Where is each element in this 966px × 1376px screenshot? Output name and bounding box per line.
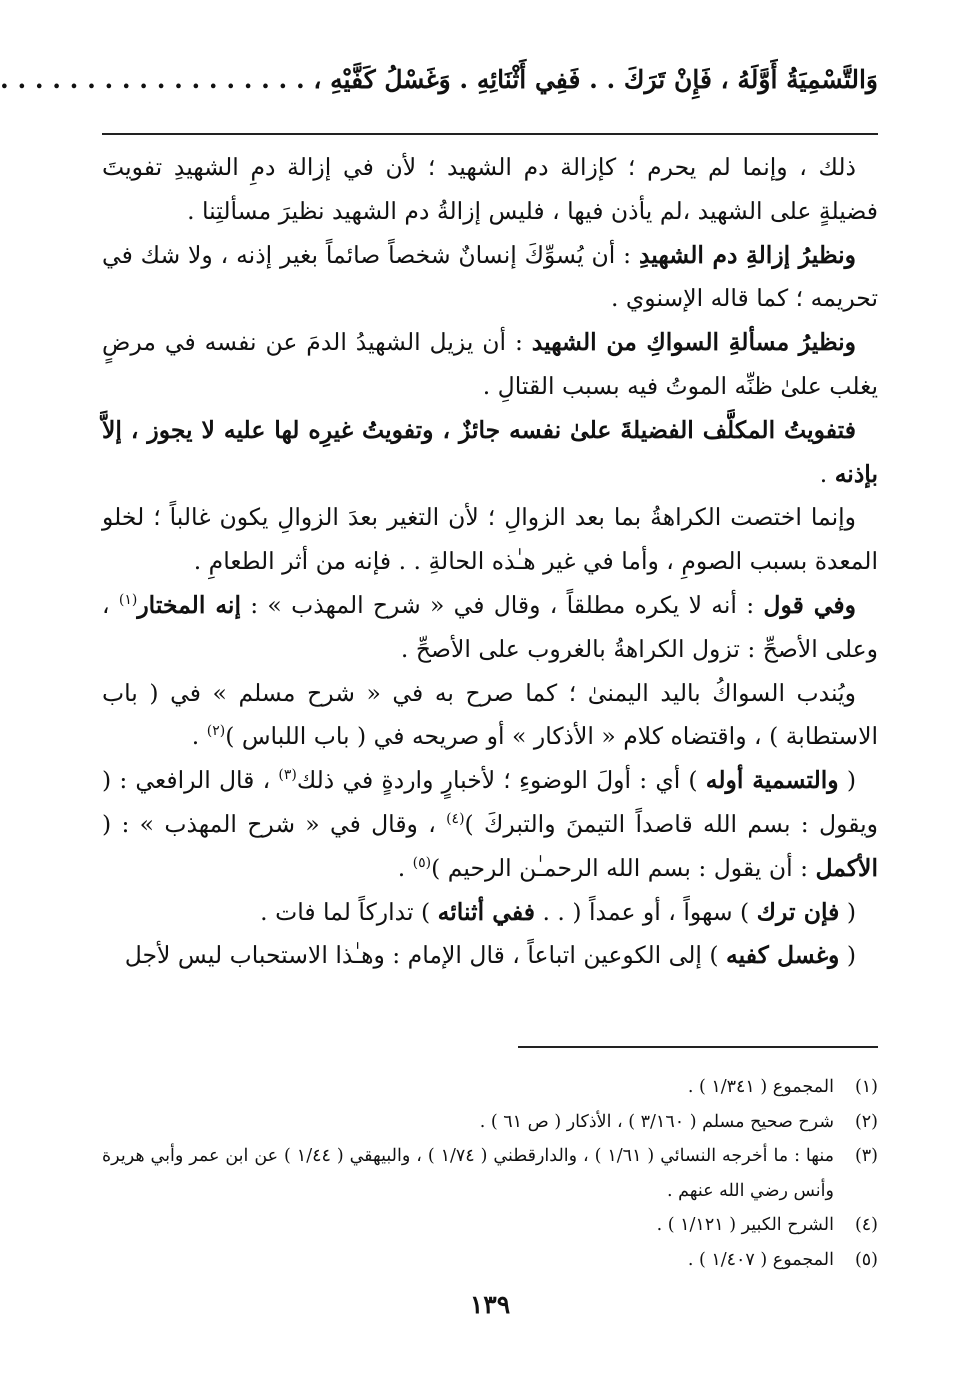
paragraph-bold: ففي أثنائه bbox=[437, 897, 535, 926]
footnote-number: (٢) bbox=[854, 1111, 878, 1132]
paragraph bbox=[102, 759, 878, 890]
paragraph-bold: إنه المختار bbox=[137, 590, 241, 619]
main-text bbox=[102, 146, 878, 978]
paragraph bbox=[102, 234, 878, 322]
paragraph-text: ، وعلى الأصحِّ : تزول الكراهةُ بالغروب على الأصحِّ . bbox=[102, 590, 878, 663]
paragraph-text: : أن يقول : بسم الله الرحمـٰن الرحيم ) bbox=[431, 853, 816, 882]
footnote-number: (٥) bbox=[854, 1249, 878, 1270]
footnotes bbox=[102, 1070, 878, 1277]
footnote-number: (١) bbox=[854, 1077, 878, 1097]
footnote-divider bbox=[518, 1046, 878, 1048]
paragraph bbox=[102, 891, 878, 935]
paragraph-bold: فتفويتُ المكلَّف الفضيلةَ علىٰ نفسه جائزٌ ، وتفويتُ غيرِه لها عليه لا يجوز ، إلاَّ بإذنه bbox=[102, 415, 878, 488]
paragraph-text: ( bbox=[839, 897, 856, 926]
paragraph-text: ) إلى الكوعين اتباعاً ، قال الإمام : وهـٰذا الاستحباب ليس لأجل bbox=[124, 941, 726, 970]
footnote-ref: (٣) bbox=[278, 767, 297, 784]
paragraph-text: : أنه لا يكره مطلقاً ، وقال في « شرح المهذب » : bbox=[241, 590, 764, 619]
footnote bbox=[102, 1243, 878, 1278]
paragraph-text: . bbox=[819, 459, 835, 488]
footnote-text: شرح صحيح مسلم ( ٣/١٦٠ ) ، الأذكار ( ص ٦١ ) . bbox=[479, 1111, 834, 1132]
paragraph-text: . bbox=[191, 722, 207, 751]
footnote bbox=[102, 1070, 878, 1105]
paragraph-text: . bbox=[397, 853, 413, 882]
footnote-text: المجموع ( ١/٣٤١ ) . bbox=[687, 1077, 834, 1097]
footnote bbox=[102, 1139, 878, 1208]
running-header: وَالتَّسْمِيَةُ أَوَّلَهُ ، فَإِنْ تَرَكَ . . فَفِي أَثْنَائِهِ . وَغَسْلُ كَفَّيْهِ ، . . . . . . . . . . . . . . . . . . bbox=[0, 65, 878, 94]
paragraph-bold: وفي قول bbox=[763, 590, 856, 619]
footnote-ref: (٤) bbox=[446, 811, 465, 828]
paragraph bbox=[102, 496, 878, 584]
footnote-ref: (٥) bbox=[412, 854, 432, 871]
footnote-text: منها : ما أخرجه النسائي ( ١/٦١ ) ، والدارقطني ( ١/٧٤ ) ، والبيهقي ( ١/٤٤ ) عن ابن عمر وأبي هريرة وأنس رضي الله عنهم . bbox=[102, 1146, 834, 1201]
paragraph-text: ، وقال في « شرح المهذب » : ( bbox=[102, 809, 447, 838]
paragraph bbox=[102, 672, 878, 760]
paragraph-text: ) أي : أولَ الوضوءِ ؛ لأخبارٍ واردةٍ في ذلك bbox=[296, 766, 706, 795]
paragraph-text: ذلك ، وإنما لم يحرم ؛ كإزالة دم الشهيد ؛ لأن في إزالة دمِ الشهيدِ تفويتَ فضيلةٍ على الشهيد ،لم يأذن فيها ، فليس إزالةُ دم الشهيد نظيرَ مسألتِنا . bbox=[102, 153, 878, 225]
paragraph-bold: ونظيرُ مسألةِ السواكِ من الشهيد bbox=[531, 328, 856, 357]
paragraph-text: ) تداركاً لما فات . bbox=[260, 897, 438, 926]
footnote-text: المجموع ( ١/٤٠٧ ) . bbox=[687, 1249, 834, 1270]
paragraph-text: وإنما اختصت الكراهةُ بما بعد الزوالِ ؛ لأن التغير بعدَ الزوالِ يكون غالباً ؛ لخلو المعدة بسبب الصومِ ، وأما في غير هـٰذه الحالةِ . . فإنه من أثر الطعامِ . bbox=[102, 503, 878, 576]
footnote bbox=[102, 1105, 878, 1140]
paragraph bbox=[102, 934, 878, 978]
paragraph-text: ، قال الرافعي : ( ويقول : بسم الله قاصداً التيمنَ والتبركَ ) bbox=[102, 766, 878, 838]
paragraph-bold: وغسل كفيه bbox=[726, 941, 840, 970]
footnote-ref: (١) bbox=[118, 592, 138, 609]
paragraph bbox=[102, 321, 878, 409]
paragraph bbox=[102, 146, 878, 234]
paragraph-text: : أن يُسوِّكَ إنسانٌ شخصاً صائماً بغير إذنه ، ولا شك في تحريمه ؛ كما قاله الإسنوي . bbox=[102, 240, 878, 313]
header-divider bbox=[102, 133, 878, 135]
footnote-number: (٤) bbox=[854, 1215, 878, 1235]
paragraph-text: : أن يزيل الشهيدُ الدمَ عن نفسه في مرضٍ يغلب علىٰ ظنِّه الموتُ فيه بسبب القتالِ . bbox=[102, 328, 878, 400]
paragraph-text: ( bbox=[839, 941, 856, 970]
paragraph-bold: ونظيرُ إزالةِ دم الشهيدِ bbox=[638, 240, 856, 269]
paragraph-bold: فإن ترك bbox=[756, 897, 840, 926]
paragraph-text: ( bbox=[838, 766, 857, 795]
footnote-text: الشرح الكبير ( ١/١٢١ ) . bbox=[656, 1215, 834, 1235]
page-number: ١٣٩ bbox=[469, 1290, 511, 1319]
footnote-ref: (٢) bbox=[206, 723, 226, 740]
paragraph bbox=[102, 409, 878, 497]
paragraph bbox=[102, 584, 878, 672]
footnote bbox=[102, 1208, 878, 1243]
paragraph-bold: الأكمل bbox=[815, 853, 878, 882]
paragraph-text: ويُندب السواكُ باليد اليمنىٰ ؛ كما صرح به في « شرح مسلم » في ( باب الاستطابة ) ، واقتضاه كلام « الأذكار » أو صريحه في ( باب اللباس ) bbox=[102, 678, 878, 751]
paragraph-text: ) سهواً ، أو عمداً ( . . bbox=[535, 897, 757, 926]
paragraph-bold: والتسمية أوله bbox=[705, 766, 839, 795]
footnote-number: (٣) bbox=[854, 1146, 878, 1166]
